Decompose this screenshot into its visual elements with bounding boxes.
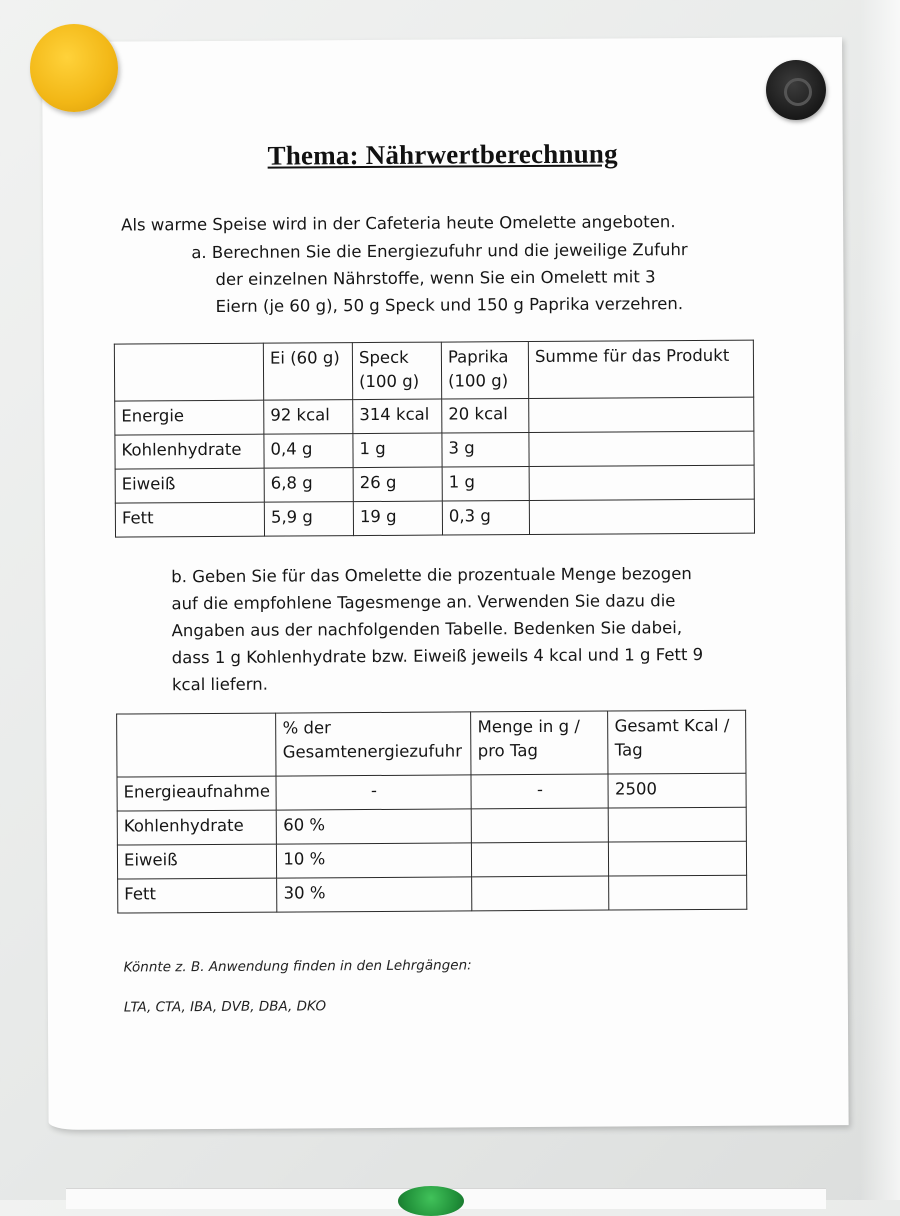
task-b-line: Angaben aus der nachfolgenden Tabelle. Bedenken Sie dabei, bbox=[171, 618, 683, 641]
table-cell: - bbox=[276, 775, 471, 810]
table-cell: 1 g bbox=[353, 433, 442, 468]
table-cell: Energieaufnahme bbox=[117, 776, 277, 811]
table-row bbox=[117, 841, 746, 879]
table-header-cell bbox=[114, 343, 263, 401]
table-cell: 60 % bbox=[277, 809, 472, 844]
table-cell: Kohlenhydrate bbox=[115, 434, 264, 469]
table-cell: 2500 bbox=[608, 773, 746, 808]
footer-note: Könnte z. B. Anwendung finden in den Lehrgängen: bbox=[123, 957, 472, 976]
worksheet-paper bbox=[42, 37, 849, 1130]
table-cell: 6,8 g bbox=[264, 468, 353, 503]
table-header-cell: Paprika (100 g) bbox=[441, 342, 528, 400]
daily-intake-table bbox=[116, 710, 747, 914]
table-cell: 0,4 g bbox=[264, 434, 353, 469]
table-cell: Eiweiß bbox=[115, 468, 264, 503]
green-magnet bbox=[398, 1186, 464, 1216]
task-b bbox=[171, 560, 703, 698]
table-header-cell: Menge in g / pro Tag bbox=[471, 711, 608, 775]
footer-courses: LTA, CTA, IBA, DVB, DBA, DKO bbox=[123, 998, 327, 1016]
table-cell: 10 % bbox=[277, 843, 472, 878]
table-cell: 0,3 g bbox=[442, 501, 529, 536]
table-cell bbox=[529, 397, 754, 432]
table-header-cell: Speck (100 g) bbox=[352, 342, 441, 400]
table-cell: Kohlenhydrate bbox=[117, 810, 277, 845]
table-cell: 3 g bbox=[442, 433, 529, 468]
table-cell: 26 g bbox=[353, 467, 442, 502]
table-cell: 19 g bbox=[353, 501, 442, 536]
task-a-line: Eiern (je 60 g), 50 g Speck und 150 g Paprika verzehren. bbox=[215, 294, 684, 316]
table-row bbox=[115, 499, 754, 537]
table-header-row bbox=[117, 710, 746, 777]
table-cell bbox=[529, 465, 754, 500]
table-cell: Fett bbox=[115, 502, 264, 537]
task-a-line: Berechnen Sie die Energiezufuhr und die jeweilige Zufuhr bbox=[211, 240, 688, 262]
table-row bbox=[115, 431, 754, 469]
table-cell: Eiweiß bbox=[117, 844, 277, 879]
table-row bbox=[115, 465, 754, 503]
table-cell: - bbox=[471, 774, 608, 809]
table-cell: 1 g bbox=[442, 467, 529, 502]
table-cell: 5,9 g bbox=[264, 502, 353, 537]
table-row bbox=[118, 875, 747, 913]
black-magnet bbox=[766, 60, 826, 120]
worksheet-title: Thema: Nährwertberechnung bbox=[267, 138, 618, 171]
table-row bbox=[115, 397, 754, 435]
table-header-cell: Summe für das Produkt bbox=[528, 340, 753, 398]
yellow-magnet bbox=[30, 24, 118, 112]
table-row bbox=[117, 807, 746, 845]
task-a bbox=[191, 236, 688, 320]
table-header-cell: Gesamt Kcal / Tag bbox=[608, 710, 746, 774]
table-header-row bbox=[114, 340, 753, 401]
table-cell: 92 kcal bbox=[264, 400, 353, 435]
table-header-cell: Ei (60 g) bbox=[263, 343, 352, 401]
table-cell bbox=[609, 875, 747, 910]
table-cell bbox=[609, 841, 747, 876]
task-a-line: der einzelnen Nährstoffe, wenn Sie ein Omelett mit 3 bbox=[215, 267, 656, 289]
table-cell bbox=[472, 808, 609, 843]
table-cell bbox=[529, 431, 754, 466]
table-cell: 20 kcal bbox=[442, 399, 529, 434]
table-cell: Fett bbox=[118, 878, 278, 913]
task-b-line: b. Geben Sie für das Omelette die prozentuale Menge bezogen bbox=[171, 564, 692, 587]
table-cell bbox=[529, 499, 754, 534]
table-cell: 314 kcal bbox=[353, 399, 442, 434]
table-cell bbox=[472, 876, 609, 911]
task-b-line: kcal liefern. bbox=[171, 674, 269, 695]
intro-text: Als warme Speise wird in der Cafeteria heute Omelette angeboten. bbox=[121, 212, 676, 235]
whiteboard-edge bbox=[860, 0, 900, 1200]
task-b-line: auf die empfohlene Tagesmenge an. Verwenden Sie dazu die bbox=[171, 591, 676, 614]
table-cell: 30 % bbox=[277, 877, 472, 912]
table-header-cell: % der Gesamtenergiezufuhr bbox=[276, 712, 471, 776]
table-row bbox=[117, 773, 746, 811]
table-header-cell bbox=[117, 713, 277, 777]
task-b-line: dass 1 g Kohlenhydrate bzw. Eiweiß jeweils 4 kcal und 1 g Fett 9 bbox=[171, 644, 704, 668]
table-cell: Energie bbox=[115, 400, 264, 435]
nutrient-table bbox=[114, 340, 755, 538]
table-cell bbox=[609, 807, 747, 842]
task-a-marker: a. bbox=[191, 242, 207, 263]
table-cell bbox=[472, 842, 609, 877]
